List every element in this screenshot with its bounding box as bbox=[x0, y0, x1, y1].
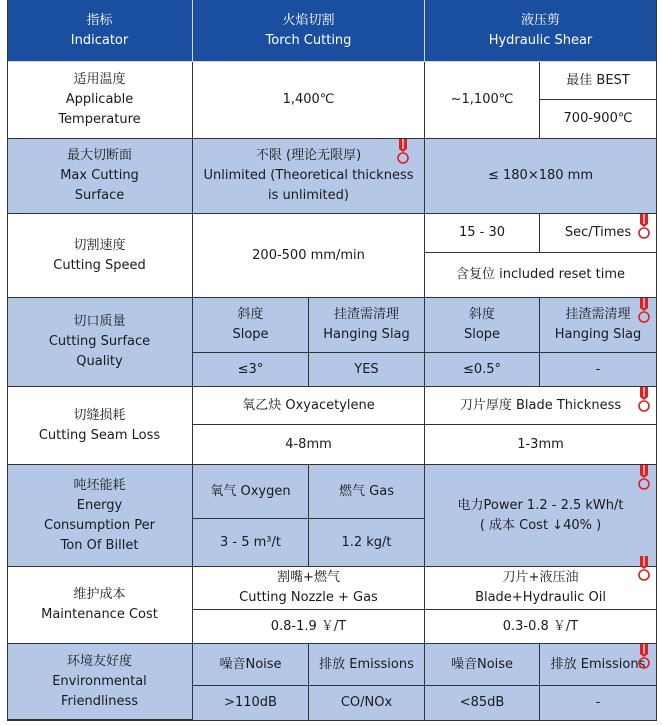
quality-shear-slope-label bbox=[425, 298, 540, 353]
environment-torch-noise-label: 噪音Noise bbox=[193, 644, 309, 686]
environment-torch-emission-value: CO/NOx bbox=[309, 686, 425, 720]
speed-torch-value: 200-500 mm/min bbox=[193, 214, 425, 298]
speed-shear-value: 15 - 30 bbox=[425, 214, 540, 253]
energy-gas-label: 燃气 Gas bbox=[309, 465, 425, 519]
label-zh: 维护成本 bbox=[73, 587, 126, 602]
medal-icon bbox=[396, 139, 410, 165]
sub-label-en: Cutting Nozzle + Gas bbox=[239, 590, 378, 605]
sub-label-zh: 割嘴+燃气 bbox=[277, 570, 340, 585]
energy-shear-value bbox=[425, 465, 656, 567]
max-surface-shear-value: ≤ 180×180 mm bbox=[425, 139, 656, 214]
value-line: 不限 (理论无限厚) bbox=[255, 148, 362, 163]
quality-torch-slope-label bbox=[193, 298, 309, 353]
sub-label-en: Slope bbox=[232, 327, 269, 342]
label-en: Cutting Speed bbox=[53, 257, 146, 273]
medal-icon bbox=[637, 214, 651, 240]
label-en: Cutting Surface bbox=[48, 334, 151, 349]
environment-torch-noise-value: >110dB bbox=[193, 686, 309, 720]
row-speed-label bbox=[7, 214, 193, 298]
max-surface-torch-value bbox=[193, 139, 425, 214]
temperature-torch-value: 1,400℃ bbox=[193, 62, 425, 139]
sub-label-zh: 刀片+液压油 bbox=[502, 570, 579, 585]
label-en: Cutting Seam Loss bbox=[38, 427, 161, 443]
medal-icon bbox=[637, 298, 651, 324]
header-indicator bbox=[7, 0, 193, 62]
maintenance-torch-label bbox=[193, 567, 425, 610]
energy-oxygen-label: 氧气 Oxygen bbox=[193, 465, 309, 519]
environment-shear-noise-value: <85dB bbox=[425, 686, 540, 720]
label-en: Temperature bbox=[58, 112, 141, 127]
value-line: Unlimited (Theoretical thickness bbox=[203, 168, 414, 183]
sub-label-en: Hanging Slag bbox=[554, 327, 642, 342]
maintenance-torch-value: 0.8-1.9 ￥/T bbox=[193, 610, 425, 644]
quality-shear-slag-value: - bbox=[540, 353, 656, 387]
label-zh: 环境友好度 bbox=[66, 653, 132, 669]
seam-loss-torch-value: 4-8mm bbox=[193, 425, 425, 465]
quality-shear-slope-value: ≤0.5° bbox=[425, 353, 540, 387]
row-max-surface-label bbox=[7, 139, 193, 214]
label-zh: 适用温度 bbox=[73, 72, 126, 87]
sub-label-zh: 斜度 bbox=[237, 307, 264, 322]
speed-shear-unit: Sec/Times bbox=[540, 214, 656, 253]
label-en: Ton Of Billet bbox=[60, 537, 139, 553]
header-torch-en: Torch Cutting bbox=[265, 32, 352, 48]
row-temperature-label bbox=[7, 62, 193, 139]
temperature-shear-best-label: 最佳 BEST bbox=[540, 62, 656, 100]
label-zh: 切口质量 bbox=[73, 314, 126, 329]
comparison-table bbox=[7, 0, 656, 720]
quality-torch-slag-value: YES bbox=[309, 353, 425, 387]
environment-shear-emission-label: 排放 Emissions bbox=[540, 644, 656, 686]
label-zh: 切割速度 bbox=[73, 237, 126, 253]
medal-icon bbox=[637, 644, 651, 670]
sub-label-en: Slope bbox=[463, 327, 501, 342]
value-line: ( 成本 Cost ↓40% ) bbox=[479, 517, 602, 533]
label-en: Friendliness bbox=[61, 693, 138, 709]
sub-label-zh: 挂渣需清理 bbox=[333, 307, 399, 322]
value-line: is unlimited) bbox=[268, 188, 349, 203]
temperature-shear-best-value: 700-900℃ bbox=[540, 100, 656, 139]
energy-oxygen-value: 3 - 5 m³/t bbox=[193, 519, 309, 567]
label-en: Applicable bbox=[65, 92, 134, 107]
seam-loss-shear-value: 1-3mm bbox=[425, 425, 656, 465]
seam-loss-shear-label: 刀片厚度 Blade Thickness bbox=[425, 387, 656, 425]
environment-torch-emission-label: 排放 Emissions bbox=[309, 644, 425, 686]
label-en: Consumption Per bbox=[44, 517, 155, 533]
header-shear-en: Hydraulic Shear bbox=[488, 32, 593, 48]
environment-shear-emission-value: - bbox=[540, 686, 656, 720]
label-zh: 切缝损耗 bbox=[73, 407, 126, 423]
row-environment-label bbox=[7, 644, 193, 720]
header-shear-zh: 液压剪 bbox=[520, 12, 560, 28]
sub-label-en: Blade+Hydraulic Oil bbox=[475, 590, 606, 605]
quality-torch-slag-label bbox=[309, 298, 425, 353]
header-torch-zh: 火焰切割 bbox=[282, 12, 335, 28]
maintenance-shear-value: 0.3-0.8 ￥/T bbox=[425, 610, 656, 644]
seam-loss-torch-label: 氧乙炔 Oxyacetylene bbox=[193, 387, 425, 425]
medal-icon bbox=[637, 387, 651, 413]
header-indicator-zh: 指标 bbox=[86, 12, 113, 28]
medal-icon bbox=[637, 465, 651, 491]
maintenance-shear-label bbox=[425, 567, 656, 610]
label-zh: 最大切断面 bbox=[66, 148, 132, 163]
label-zh: 吨坯能耗 bbox=[73, 477, 126, 493]
row-quality-label bbox=[7, 298, 193, 387]
sub-label-zh: 挂渣需清理 bbox=[565, 307, 631, 322]
header-torch-cutting bbox=[193, 0, 425, 62]
header-indicator-en: Indicator bbox=[70, 32, 129, 48]
label-en: Environmental bbox=[52, 673, 147, 689]
sub-label-zh: 斜度 bbox=[468, 307, 495, 322]
speed-shear-note: 含复位 included reset time bbox=[425, 253, 656, 298]
sub-label-en: Hanging Slag bbox=[323, 327, 410, 342]
medal-icon bbox=[637, 556, 651, 582]
header-hydraulic-shear bbox=[425, 0, 656, 62]
row-maintenance-label bbox=[7, 567, 193, 644]
row-energy-label bbox=[7, 465, 193, 567]
quality-torch-slope-value: ≤3° bbox=[193, 353, 309, 387]
row-seam-loss-label bbox=[7, 387, 193, 465]
label-en: Maintenance Cost bbox=[41, 607, 158, 622]
temperature-shear-value: ~1,100℃ bbox=[425, 62, 540, 139]
label-en: Energy bbox=[76, 497, 123, 513]
environment-shear-noise-label: 噪音Noise bbox=[425, 644, 540, 686]
label-en: Quality bbox=[76, 354, 123, 369]
label-en: Surface bbox=[74, 188, 125, 203]
energy-gas-value: 1.2 kg/t bbox=[309, 519, 425, 567]
label-en: Max Cutting bbox=[60, 168, 139, 183]
value-line: 电力Power 1.2 - 2.5 kWh/t bbox=[457, 497, 624, 513]
